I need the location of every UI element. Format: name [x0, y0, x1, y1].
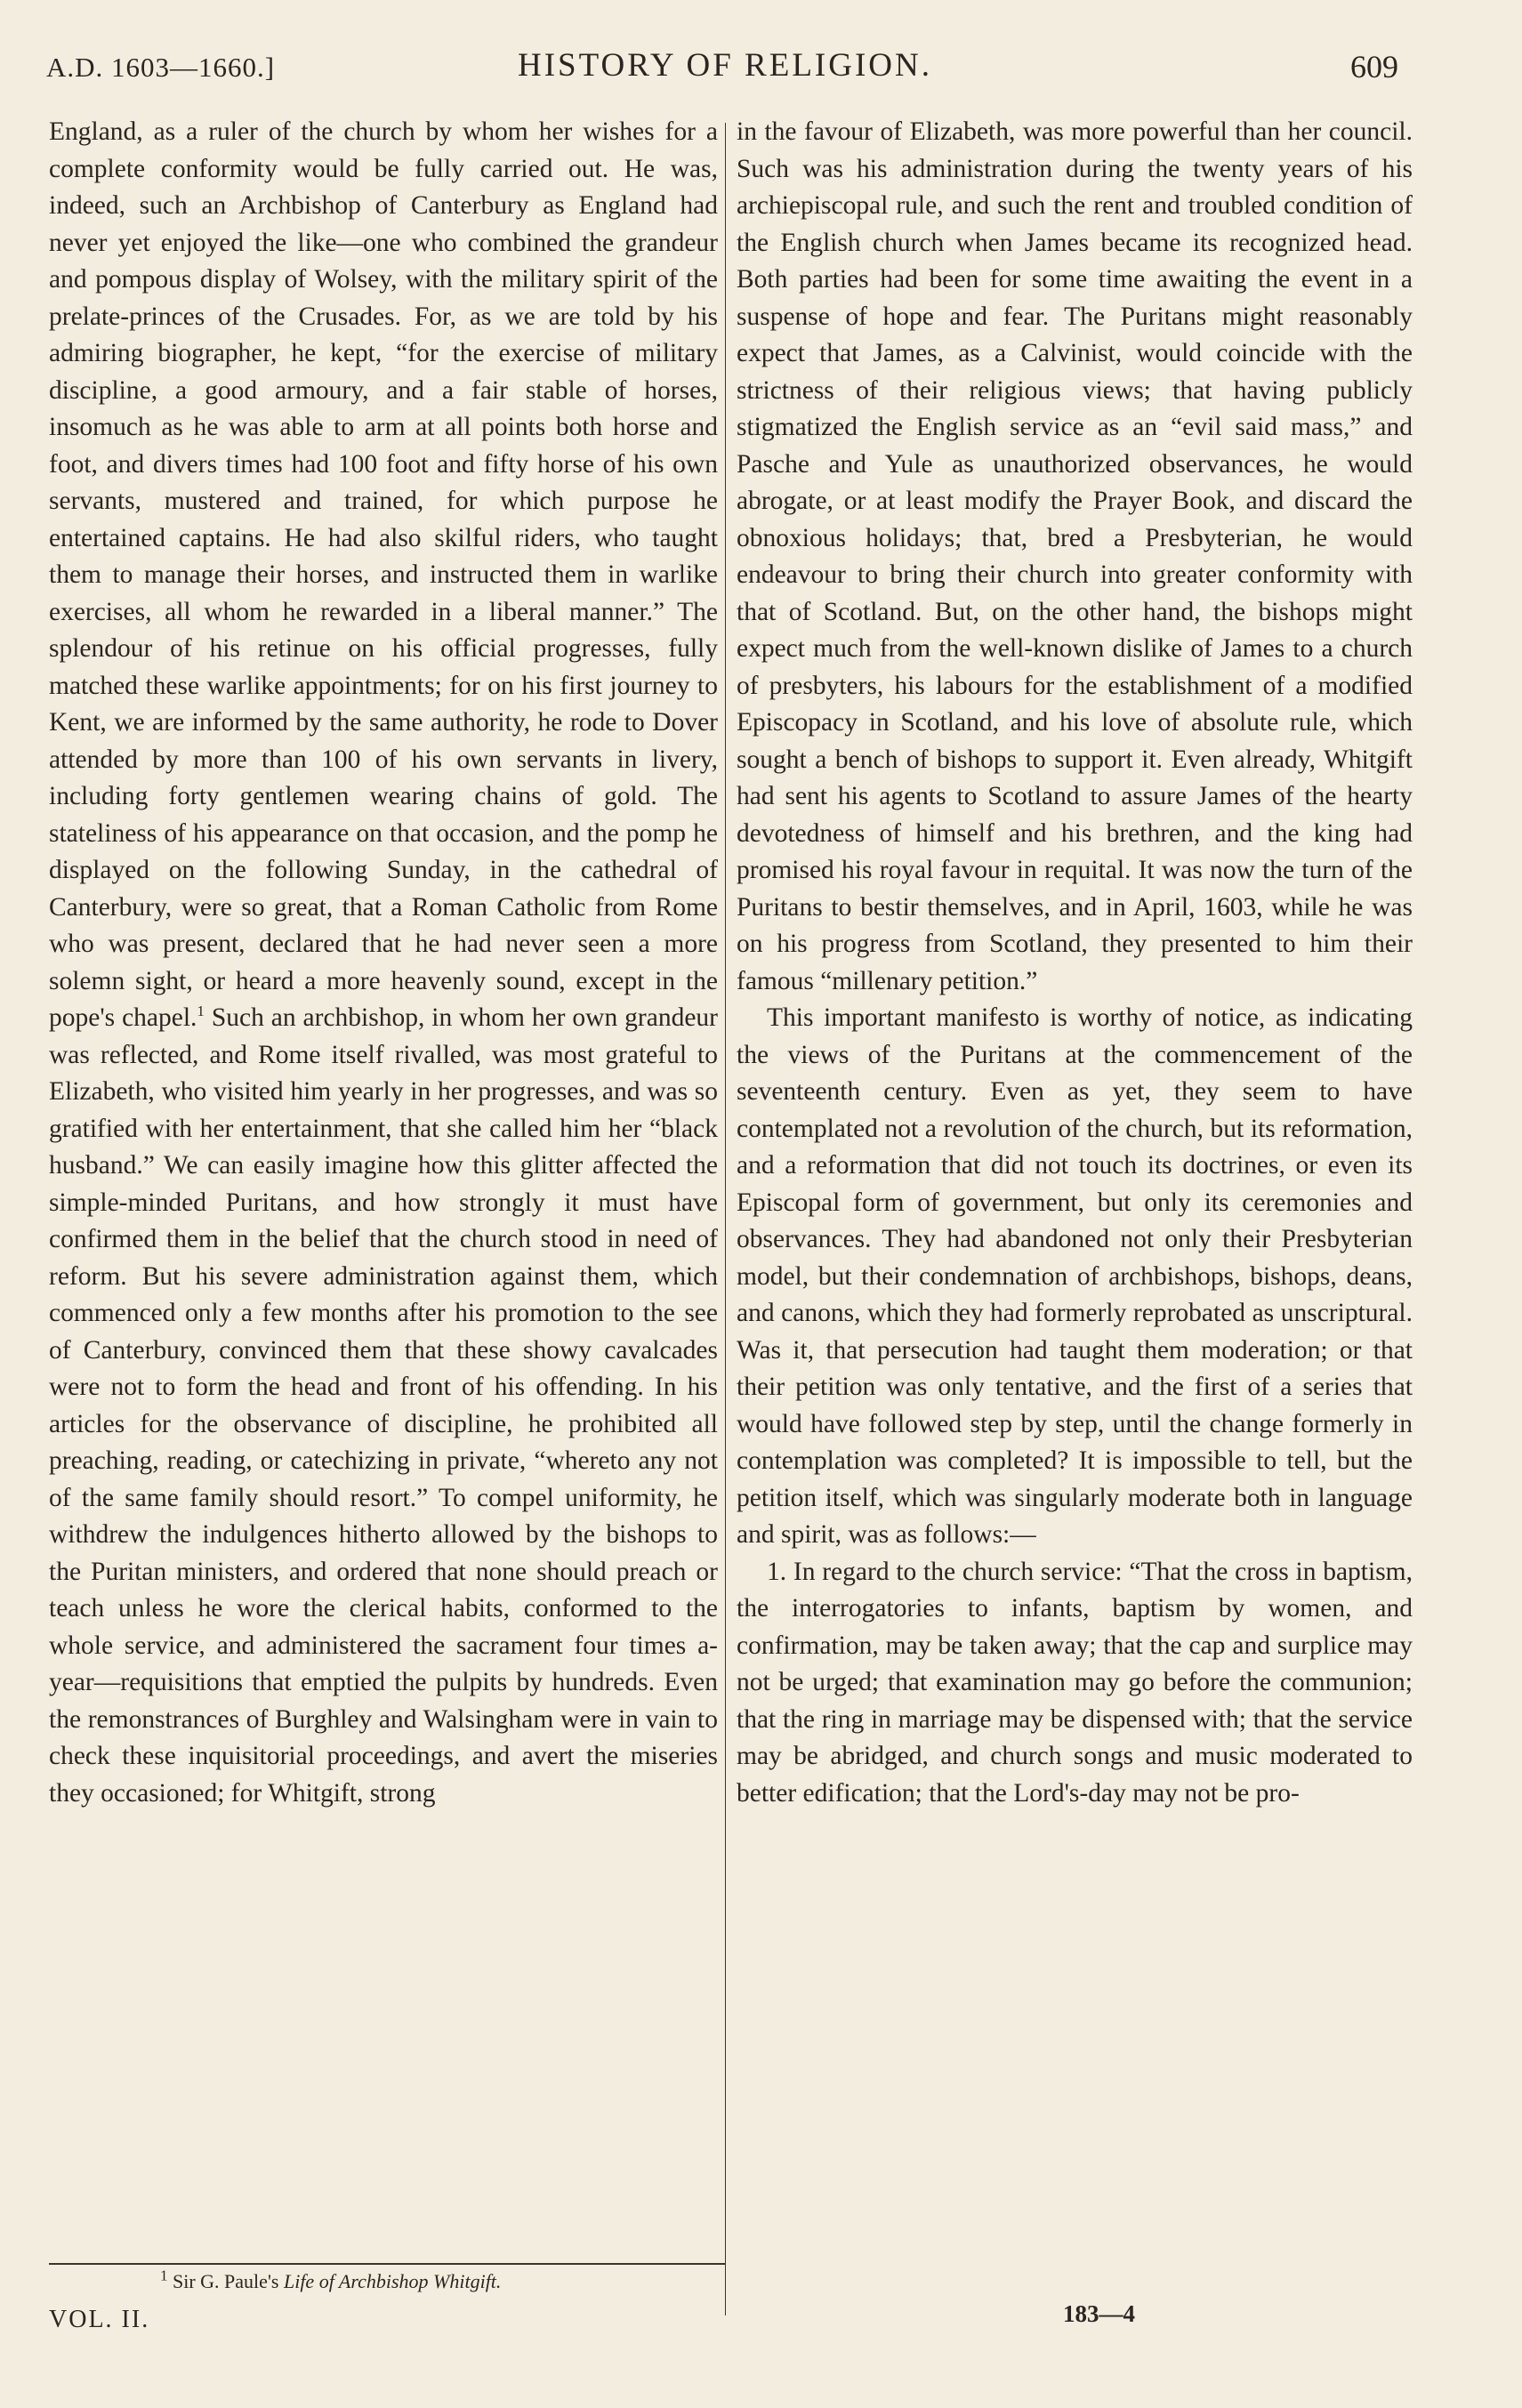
- page-number: 609: [1350, 49, 1398, 85]
- left-paragraph-text: England, as a ruler of the church by whom her wishes for a complete conformity would be fully carried out. He was, indeed, such an Archbishop of Canterbury as England had never yet enjoyed the like—one who combined the grandeur and pompous display of Wolsey, with the military spirit of the prelate-princes of the Crusades. For, as we are told by his admiring biographer, he kept, “for the exercise of military discipline, a good armoury, and a fair stable of horses, insomuch as he was able to arm at all points both horse and foot, and divers times had 100 foot and fifty horse of his own servants, mustered and trained, for which purpose he entertained captains. He had also skilful riders, who taught them to manage their horses, and instructed them in warlike exercises, all whom he rewarded in a liberal manner.” The splendour of his retinue on his official progresses, fully matched these warlike appointments; for on his first journey to Kent, we are informed by the same authority, he rode to Dover attended by more than 100 of his own servants in livery, including forty gentlemen wearing chains of gold. The stateliness of his appearance on that occasion, and the pomp he displayed on the following Sunday, in the cathedral of Canterbury, were so great, that a Roman Catholic from Rome who was present, declared that he had never seen a more solemn sight, or heard a more heavenly sound, except in the pope's chapel.: [49, 117, 718, 1032]
- footnote-text: Sir G. Paule's: [173, 2270, 284, 2292]
- volume-label: VOL. II.: [49, 2306, 150, 2333]
- left-column: [49, 114, 718, 1812]
- right-paragraph-1: in the favour of Elizabeth, was more powerful than her council. Such was his administration during the twenty years of his archiepiscopal rule, and such the rent and troubled condition of the English church when James became its recognized head. Both parties had been for some time awaiting the event in a suspense of hope and fear. The Puritans might reasonably expect that James, as a Calvinist, would coincide with the strictness of their religious views; that having publicly stigmatized the English service as an “evil said mass,” and Pasche and Yule as unauthorized observances, he would abrogate, or at least modify the Prayer Book, and discard the obnoxious holidays; that, bred a Presbyterian, he would endeavour to bring their church into greater conformity with that of Scotland. But, on the other hand, the bishops might expect much from the well-known dislike of James to a church of presbyters, his labours for the establishment of a modified Episcopacy in Scotland, and his love of absolute rule, which sought a bench of bishops to support it. Even already, Whitgift had sent his agents to Scotland to assure James of the hearty devotedness of himself and his brethren, and the king had promised his royal favour in requital. It was now the turn of the Puritans to bestir themselves, and in April, 1603, while he was on his progress from Scotland, they presented to him their famous “millenary petition.”: [737, 117, 1413, 995]
- running-header: [46, 46, 1398, 91]
- column-divider: [725, 123, 726, 2315]
- footnote-divider: [49, 2263, 725, 2265]
- left-paragraph: [49, 114, 718, 1812]
- left-paragraph-continued: Such an archbishop, in whom her own grandeur was reflected, and Rome itself rivalled, was most grateful to Elizabeth, who visited him yearly in her progresses, and was so gratified with her entertainment, that she called him her “black husband.” We can easily imagine how this glitter affected the simple-minded Puritans, and how strongly it must have confirmed them in the belief that the church stood in need of reform. But his severe administration against them, which commenced only a few months after his promotion to the see of Canterbury, convinced them that these showy cavalcades were not to form the head and front of his offending. In his articles for the observance of discipline, he prohibited all preaching, reading, or catechizing in private, “whereto any not of the same family should resort.” To compel uniformity, he withdrew the indulgences hitherto allowed by the bishops to the Puritan ministers, and ordered that none should preach or teach unless he wore the clerical habits, conformed to the whole service, and administered the sacrament four times a-year—requisitions that emptied the pulpits by hundreds. Even the remonstrances of Burghley and Walsingham were in vain to check these inquisitorial proceedings, and avert the miseries they occasioned; for Whitgift, strong: [49, 1003, 718, 1808]
- right-column: [737, 114, 1413, 1812]
- footnote-title: Life of Archbishop Whitgift.: [283, 2270, 502, 2292]
- header-title: HISTORY OF RELIGION.: [518, 47, 932, 84]
- footnote-marker: 1: [160, 2267, 168, 2284]
- right-paragraph-3: 1. In regard to the church service: “That the cross in baptism, the interrogatories to infants, baptism by women, and confirmation, may be taken away; that the cap and surplice may not be urged; that examination may go before the communion; that the ring in marriage may be dispensed with; that the service may be abridged, and church songs and music moderated to better edification; that the Lord's-day may not be pro-: [737, 1557, 1413, 1808]
- footnote: [160, 2267, 502, 2293]
- header-date-range: A.D. 1603—1660.]: [46, 52, 276, 83]
- signature-mark: 183—4: [1063, 2300, 1135, 2327]
- footnote-ref: 1: [197, 1003, 205, 1020]
- right-paragraph-2: This important manifesto is worthy of notice, as indicating the views of the Puritans at the commencement of the seventeenth century. Even as yet, they seem to have contemplated not a revolution of the church, but its reformation, and a reformation that did not touch its doctrines, or even its Episcopal form of government, but only its ceremonies and observances. They had abandoned not only their Presbyterian model, but their condemnation of archbishops, bishops, deans, and canons, which they had formerly reprobated as unscriptural. Was it, that persecution had taught them moderation; or that their petition was only tentative, and the first of a series that would have followed step by step, until the change formerly in contemplation was completed? It is impossible to tell, but the petition itself, which was singularly moderate both in language and spirit, was as follows:—: [737, 1003, 1413, 1549]
